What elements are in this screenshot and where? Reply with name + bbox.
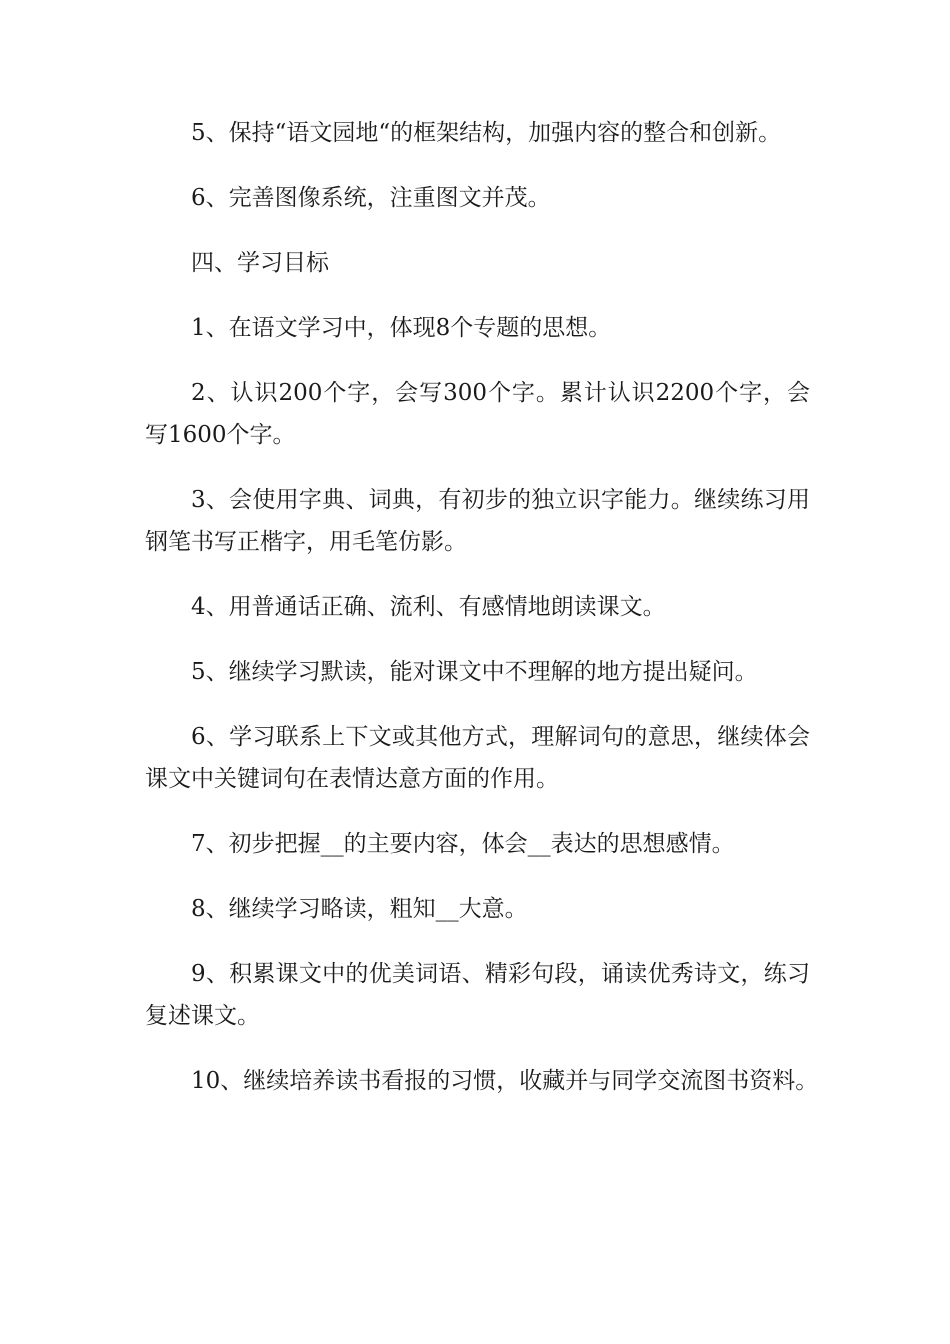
paragraph-goal-6: 6、学习联系上下文或其他方式，理解词句的意思，继续体会课文中关键词句在表情达意方面的作用。 <box>145 724 810 792</box>
paragraph-goal-10: 10、继续培养读书看报的习惯，收藏并与同学交流图书资料。 <box>191 1068 819 1094</box>
paragraph-goal-1: 1、在语文学习中，体现8个专题的思想。 <box>191 315 612 341</box>
paragraph-goal-3: 3、会使用字典、词典，有初步的独立识字能力。继续练习用钢笔书写正楷字，用毛笔仿影。 <box>145 487 810 555</box>
paragraph-goal-2: 2、认识200个字，会写300个字。累计认识2200个字，会写1600个字。 <box>145 380 810 448</box>
paragraph-goal-4: 4、用普通话正确、流利、有感情地朗读课文。 <box>191 594 666 620</box>
paragraph-goal-5: 5、继续学习默读，能对课文中不理解的地方提出疑问。 <box>191 659 758 685</box>
paragraph-image-system: 6、完善图像系统，注重图文并茂。 <box>191 185 551 211</box>
paragraph-framework-structure: 5、保持“语文园地“的框架结构，加强内容的整合和创新。 <box>191 120 782 146</box>
paragraph-goal-9: 9、积累课文中的优美词语、精彩句段，诵读优秀诗文，练习复述课文。 <box>145 961 810 1029</box>
paragraph-goal-7: 7、初步把握__的主要内容，体会__表达的思想感情。 <box>191 831 735 857</box>
section-heading-learning-goals: 四、学习目标 <box>191 250 329 276</box>
paragraph-goal-8: 8、继续学习略读，粗知__大意。 <box>191 896 528 922</box>
document-body <box>145 112 819 1125</box>
